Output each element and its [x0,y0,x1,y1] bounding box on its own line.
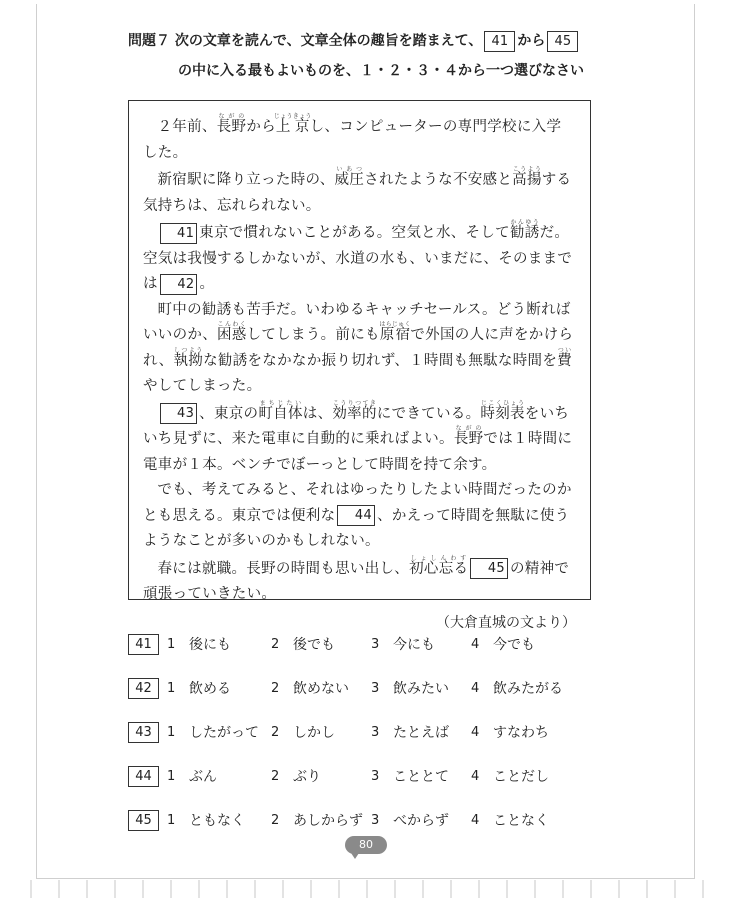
ruby-base: 執拗 [173,352,204,369]
blank-box: 41 [160,223,198,244]
ruby-word [217,321,247,343]
answer-choice[interactable] [167,634,271,654]
ruby-word [557,346,572,369]
passage-paragraph [143,298,576,400]
ruby-word [173,346,204,369]
passage-text: な勧誘をなかなか振り切れず、１時間も無駄な時間を [203,352,558,369]
choice-number: 4 [471,724,480,740]
choice-text: ことだし [493,769,549,785]
passage-text: してしまう。前にも [246,327,380,343]
ruby-word [258,399,303,422]
ruby-word [453,425,484,447]
passage-text: だ。空気は我慢するしかないが、水道の水も、いまだに、そのままでは [143,225,573,292]
furigana: ながの [216,113,247,120]
passage-text: 町中の勧誘も苦手だ。いわゆるキャッチセールス。どう断ればいいのか、 [143,301,571,343]
ruby-base: 上京 [273,119,312,135]
passage-text: をいちいち見ずに、来た電車に自動的に乗ればよい。 [143,405,570,447]
choice-text: ぶん [189,769,217,785]
furigana: こんわく [217,321,247,328]
choice-number: 2 [271,636,280,652]
option-blank-label: 41 [128,634,159,655]
answer-choice[interactable] [471,722,581,742]
option-row [128,710,608,754]
passage-paragraph [143,113,576,166]
answer-options [128,622,608,842]
answer-choice[interactable] [471,810,581,830]
answer-choice[interactable] [271,722,371,742]
answer-choice[interactable] [371,810,471,830]
ruby-base: 勧誘 [509,225,540,241]
passage-text: 春には就職。長野の時間も思い出し、 [157,560,410,577]
choice-number: 3 [371,724,380,740]
answer-choice[interactable] [471,766,581,786]
answer-choice[interactable] [271,634,371,654]
passage-text: でも、考えてみると、それはゆったりしたよい時間だったのかとも思える。東京では便利な [143,482,572,524]
passage-text: 。 [199,276,215,292]
instruction-text: から [517,33,546,49]
passage-text: する気持ちは、忘れられない。 [143,172,572,214]
blank-box: 42 [160,274,198,295]
choice-text: たとえば [393,725,449,741]
choice-text: 飲めない [293,681,349,697]
choice-text: べからず [393,813,449,829]
passage-paragraph [143,555,576,608]
choice-number: 4 [471,636,480,652]
choice-number: 4 [471,812,480,828]
furigana: じょうきょう [273,113,312,120]
ruby-word [480,399,525,422]
answer-choice[interactable] [271,766,371,786]
ruby-word [216,113,247,135]
option-blank-label: 44 [128,766,159,787]
ruby-base: 高揚 [512,172,542,188]
furigana: まちじたい [258,399,303,407]
furigana: つい [557,346,572,354]
choice-text: 飲める [189,681,231,697]
choice-text: ぶり [293,769,321,785]
choice-text: 飲みたがる [493,681,563,697]
blank-box: 45 [547,31,578,52]
choice-number: 3 [371,680,380,696]
blank-box: 43 [160,403,198,424]
choice-text: 後でも [293,637,335,653]
answer-choice[interactable] [167,722,271,742]
attribution: （大倉直城の文より） [436,614,576,631]
instruction-line-1 [128,26,608,56]
choice-text: こととて [393,769,449,785]
blank-box: 41 [484,31,515,52]
ruby-base: 初心忘る [409,560,469,577]
furigana: しょしんわす [409,554,469,562]
passage-text: は、 [302,405,333,422]
choice-number: 2 [271,724,280,740]
answer-choice[interactable] [371,634,471,654]
instruction-text: 次の文章を読んで、文章全体の趣旨を踏まえて、 [174,33,483,49]
answer-choice[interactable] [271,678,371,698]
answer-choice[interactable] [371,766,471,786]
option-blank-label: 42 [128,678,159,699]
passage-paragraph [143,400,576,479]
answer-choice[interactable] [471,634,581,654]
passage-text: から [246,119,276,135]
choice-number: 3 [371,636,380,652]
ruby-word [273,113,312,135]
choice-number: 1 [167,768,176,784]
blank-box: 44 [337,505,375,526]
answer-choice[interactable] [167,678,271,698]
choice-number: 2 [271,680,280,696]
choice-text: したがって [189,725,259,741]
choice-number: 2 [271,768,280,784]
answer-choice[interactable] [371,722,471,742]
answer-choice[interactable] [167,810,271,830]
option-row [128,622,608,666]
blank-box: 45 [470,558,508,579]
passage-text: 、かえって時間を無駄に使うようなことが多いのかもしれない。 [143,507,570,549]
passage-text: し、コンピューターの専門学校に入学した。 [143,119,562,161]
ruby-word [332,399,377,422]
passage-text: で外国の人に声をかけられ、 [143,327,574,369]
option-row [128,666,608,710]
ruby-word [409,554,469,577]
choice-number: 2 [271,812,280,828]
ruby-base: 費 [557,352,572,369]
choice-text: しかし [293,725,335,741]
furigana: はらじゅく [379,321,411,328]
passage-text: 、東京の [199,405,259,422]
ruby-word [509,219,540,241]
page-edge-marks [30,880,710,898]
ruby-word [334,166,365,188]
answer-choice[interactable] [471,678,581,698]
choice-number: 4 [471,768,480,784]
ruby-base: 威圧 [334,172,365,188]
option-row [128,754,608,798]
passage-text: 東京で慣れないことがある。空気と水、そして [199,225,510,241]
option-blank-label: 45 [128,810,159,831]
choice-text: ともなく [189,813,245,829]
reading-passage [128,100,591,631]
answer-choice[interactable] [167,766,271,786]
ruby-base: 長野 [453,431,484,447]
passage-text: にできている。 [376,405,481,422]
question-instruction [128,26,608,86]
passage-text: されたような不安感と [364,172,513,188]
instruction-line-2: の中に入る最もよいものを、１・２・３・４から一つ選びなさい [178,63,584,79]
ruby-word [512,166,542,188]
passage-text: では１時間に電車が１本。ベンチでぼーっとして時間を持て余す。 [143,431,573,473]
answer-choice[interactable] [371,678,471,698]
furigana: じこくひょう [480,399,525,407]
ruby-base: 長野 [216,119,247,135]
furigana: かんゆう [509,219,540,226]
choice-number: 1 [167,812,176,828]
question-label: 問題７ [128,33,170,49]
ruby-base: 町自体 [258,405,303,422]
ruby-base: 困惑 [217,327,247,343]
option-blank-label: 43 [128,722,159,743]
choice-number: 1 [167,636,176,652]
choice-text: ことなく [493,813,549,829]
choice-number: 3 [371,812,380,828]
choice-text: 今でも [493,637,535,653]
furigana: ながの [453,425,484,432]
choice-text: すなわち [493,725,549,741]
choice-number: 1 [167,680,176,696]
passage-paragraph [143,478,576,555]
ruby-word [379,321,411,343]
choice-text: 飲みたい [393,681,449,697]
passage-text: やしてしまった。 [143,378,262,394]
choice-number: 1 [167,724,176,740]
furigana: しつよう [173,346,204,354]
choice-text: 後にも [189,637,231,653]
furigana: こうよう [512,166,542,173]
ruby-base: 効率的 [332,405,377,422]
choice-number: 3 [371,768,380,784]
ruby-base: 時刻表 [480,405,525,422]
passage-paragraph [143,166,576,219]
passage-paragraph [143,219,576,298]
answer-choice[interactable] [271,810,371,830]
furigana: こうりつてき [332,399,377,407]
page-number-badge: 80 [345,836,387,854]
choice-text: あしからず [293,813,363,829]
choice-number: 4 [471,680,480,696]
furigana: いあつ [334,166,365,173]
choice-text: 今にも [393,637,435,653]
passage-text: の精神で頑張っていきたい。 [143,560,570,602]
passage-text: 新宿駅に降り立った時の、 [157,172,335,188]
ruby-base: 原宿 [379,327,411,343]
passage-text: ２年前、 [157,119,217,135]
